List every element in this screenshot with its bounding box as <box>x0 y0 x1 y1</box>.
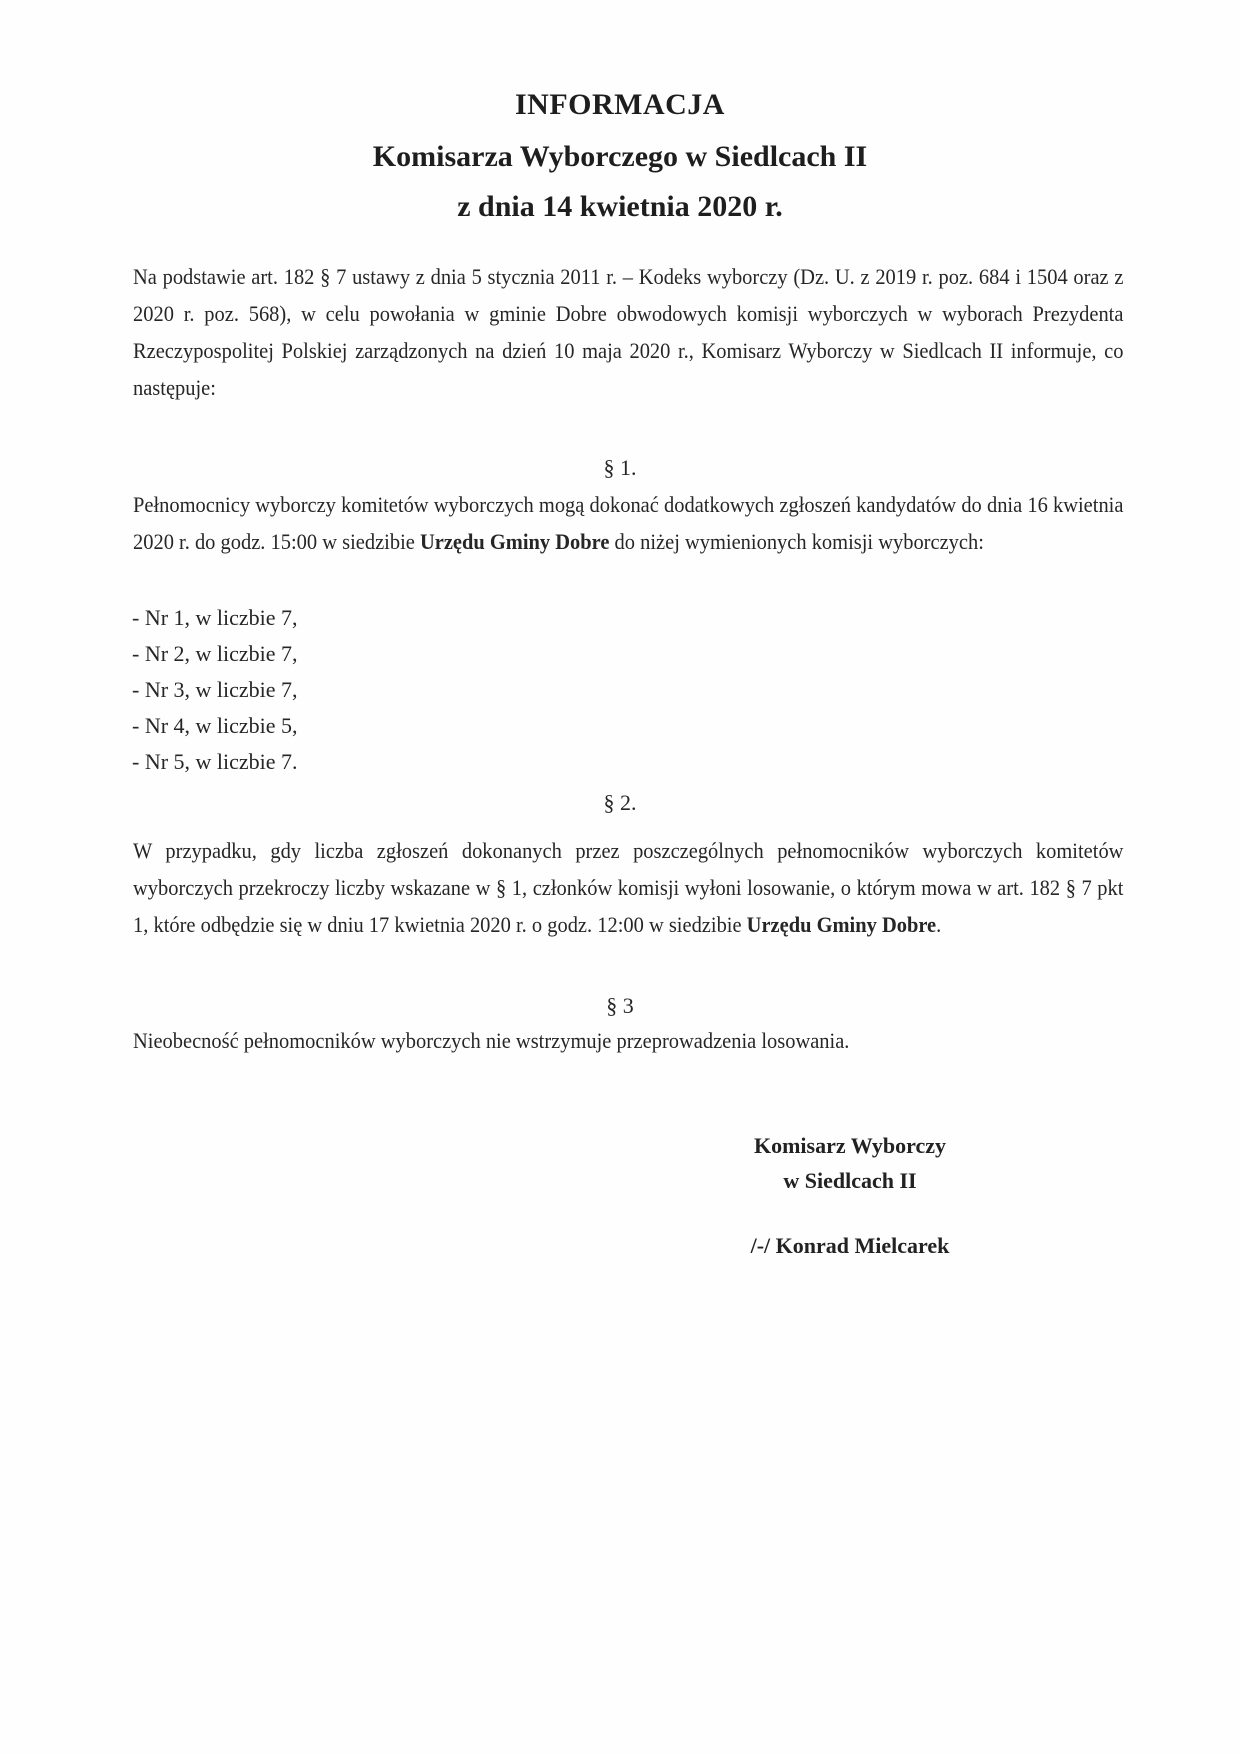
section-3-paragraph: Nieobecność pełnomocników wyborczych nie wstrzymuje przeprowadzenia losowania. <box>133 1028 850 1053</box>
section-1-bold-place: Urzędu Gminy Dobre <box>419 529 610 554</box>
document-date: z dnia 14 kwietnia 2020 r. <box>457 190 783 223</box>
list-item: - Nr 5, w liczbie 7. <box>132 749 298 774</box>
section-1-paragraph <box>133 486 1123 560</box>
signature-name: /-/ Konrad Mielcarek <box>750 1233 950 1258</box>
list-item: - Nr 1, w liczbie 7, <box>132 605 298 630</box>
commission-list <box>132 600 298 780</box>
signature-location: w Siedlcach II <box>783 1168 917 1193</box>
list-item: - Nr 2, w liczbie 7, <box>132 641 298 666</box>
signature-title: Komisarz Wyborczy <box>753 1133 947 1158</box>
section-3-heading: § 3 <box>606 993 634 1018</box>
list-item: - Nr 3, w liczbie 7, <box>132 677 298 702</box>
document-title: INFORMACJA <box>515 88 725 121</box>
intro-paragraph: Na podstawie art. 182 § 7 ustawy z dnia 5 stycznia 2011 r. – Kodeks wyborczy (Dz. U. z 2019 r. poz. 684 i 1504 oraz z 2020 r. poz. 568), w celu powołania w gminie Dobre obwodowych komisji wyborczych w wyborach Prezydenta Rzeczypospolitej Polskiej zarządzonych na dzień 10 maja 2020 r., Komisarz Wyborczy w Siedlcach II informuje, co następuje: <box>133 264 1124 400</box>
section-2-paragraph <box>133 832 1123 943</box>
document-issuer: Komisarza Wyborczego w Siedlcach II <box>372 140 868 173</box>
section-1-heading: § 1. <box>603 455 637 480</box>
section-2-text-before: W przypadku, gdy liczba zgłoszeń dokonanych przez poszczególnych pełnomocników wyborczych komitetów wyborczych przekroczy liczby wskazane w § 1, członków komisji wyłoni losowanie, o którym mowa w art. 182 § 7 pkt 1, które odbędzie się w dniu 17 kwietnia 2020 r. o godz. 12:00 w siedzibie <box>133 838 1124 937</box>
section-1-text-before: Pełnomocnicy wyborczy komitetów wyborczych mogą dokonać dodatkowych zgłoszeń kandydatów do dnia 16 kwietnia 2020 r. do godz. 15:00 w siedzibie <box>133 492 1124 554</box>
section-1-text-after: do niżej wymienionych komisji wyborczych: <box>609 529 984 554</box>
section-2-bold-place: Urzędu Gminy Dobre <box>746 912 937 937</box>
list-item: - Nr 4, w liczbie 5, <box>132 713 298 738</box>
section-2-text-after: . <box>936 912 942 937</box>
section-2-heading: § 2. <box>603 790 637 815</box>
